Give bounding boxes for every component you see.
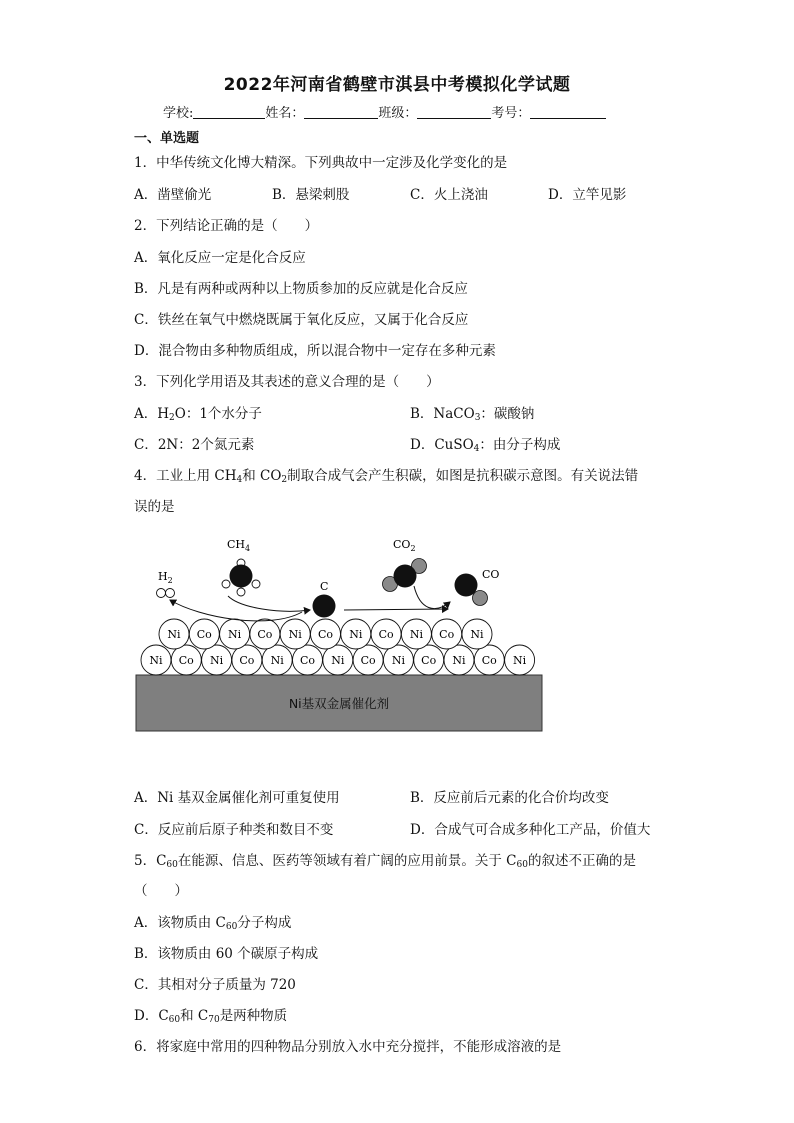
bottom-row-atom-label: Ni [270, 654, 284, 667]
q1-option-c: C．火上浇油 [410, 187, 488, 203]
q4-option-a: A．Ni 基双金属催化剂可重复使用 [134, 790, 340, 806]
top-row-atom-label: Ni [409, 628, 423, 641]
bottom-row-atom-label: Ni [452, 654, 466, 667]
q2-option-a: A．氧化反应一定是化合反应 [134, 250, 306, 266]
deposited-carbon [313, 595, 336, 618]
q5-option-d: D．$C_{60}$和 $C_{70}$是两种物质 [134, 1008, 288, 1025]
q3-option-c: C．2N：2个氮元素 [134, 437, 255, 453]
q4-option-d: D．合成气可合成多种化工产品，价值大 [410, 822, 651, 838]
ch4-h-right [252, 580, 260, 588]
top-row-atom-label: Ni [167, 628, 181, 641]
q5-stem-line2: （ ） [134, 883, 188, 899]
top-row-atom-label: Ni [228, 628, 242, 641]
q5-stem-line1: 5．$C_{60}$在能源、信息、医药等领域有着广阔的应用前景。关于 $C_{60}$的叙述不正确的是 [134, 853, 636, 870]
exam-no-blank [530, 105, 606, 119]
q1-option-a: A．凿壁偷光 [134, 187, 212, 203]
bottom-row-atom-label: Ni [391, 654, 405, 667]
top-row-atom-label: Co [439, 628, 455, 641]
co2-label: $CO_2$ [393, 538, 416, 553]
top-row-atom-label: Co [317, 628, 334, 641]
name-label: 姓名： [265, 106, 305, 121]
top-row-atom-label: Ni [349, 628, 363, 641]
co-carbon [455, 574, 478, 597]
section-heading: 一、单选题 [134, 131, 200, 146]
ch4-h-bottom [237, 588, 245, 596]
class-blank [417, 105, 491, 119]
exam-no-label: 考号： [491, 106, 531, 121]
ch4-label: $CH_4$ [227, 538, 251, 553]
school-blank [193, 105, 265, 119]
atom-row-top [159, 619, 492, 649]
q6-stem: 6．将家庭中常用的四种物品分别放入水中充分搅拌，不能形成溶液的是 [134, 1039, 562, 1055]
bottom-row-atom-label: Co [178, 654, 194, 667]
co2-carbon [394, 565, 417, 588]
top-row-atom-label: Ni [288, 628, 302, 641]
arrow-to-h2 [170, 600, 302, 621]
top-row-atom-label: Co [378, 628, 394, 641]
ch4-h-left [222, 580, 230, 588]
h2-atom-1 [157, 589, 166, 598]
q3-option-b: B．NaCO$_3$：碳酸钠 [410, 406, 535, 423]
bottom-row-atom-label: Ni [149, 654, 163, 667]
student-info-row [163, 102, 606, 121]
bottom-row-atom-label: Ni [513, 654, 527, 667]
q3-option-a: A．$H_2O$：1个水分子 [134, 406, 262, 423]
q2-stem: 2．下列结论正确的是（ ） [134, 218, 319, 234]
q3-option-d: D．CuSO$_4$：由分子构成 [410, 437, 561, 454]
c-label: C [320, 580, 329, 593]
q2-option-b: B．凡是有两种或两种以上物质参加的反应就是化合反应 [134, 281, 468, 297]
school-label: 学校: [163, 106, 194, 121]
anti-carbon-diagram [130, 530, 550, 740]
class-label: 班级： [378, 106, 418, 121]
bottom-row-atom-label: Ni [210, 654, 224, 667]
q2-option-d: D．混合物由多种物质组成，所以混合物中一定存在多种元素 [134, 343, 496, 359]
q2-option-c: C．铁丝在氧气中燃烧既属于氧化反应，又属于化合反应 [134, 312, 469, 328]
q1-stem: 1．中华传统文化博大精深。下列典故中一定涉及化学变化的是 [134, 155, 508, 171]
bottom-row-atom-label: Co [421, 654, 437, 667]
co-oxygen [473, 591, 488, 606]
q4-stem-line2: 误的是 [134, 499, 175, 515]
bottom-row-atom-label: Co [360, 654, 376, 667]
catalyst-label: Ni基双金属催化剂 [288, 696, 390, 711]
bottom-row-atom-label: Co [239, 654, 255, 667]
q5-option-c: C．其相对分子质量为 720 [134, 977, 296, 993]
q3-stem: 3．下列化学用语及其表述的意义合理的是（ ） [134, 374, 440, 390]
name-blank [304, 105, 378, 119]
h2-atom-2 [166, 589, 175, 598]
atom-row-bottom [141, 645, 535, 675]
co-label: CO [482, 568, 500, 581]
q4-option-b: B．反应前后元素的化合价均改变 [410, 790, 609, 806]
bottom-row-atom-label: Co [481, 654, 497, 667]
bottom-row-atom-label: Ni [331, 654, 345, 667]
arrow-c-to-co [344, 609, 448, 610]
q1-option-d: D．立竿见影 [548, 187, 627, 203]
q4-stem-line1: 4．工业上用 $CH_4$和 $CO_2$制取合成气会产生积碳，如图是抗积碳示意图。有关说法错 [134, 468, 639, 485]
page-title: 2022年河南省鹤壁市淇县中考模拟化学试题 [223, 75, 571, 95]
q5-option-a: A．该物质由 $C_{60}$分子构成 [134, 915, 292, 932]
top-row-atom-label: Ni [470, 628, 484, 641]
top-row-atom-label: Co [257, 628, 273, 641]
q1-option-b: B．悬梁刺股 [272, 187, 350, 203]
q5-option-b: B．该物质由 60 个碳原子构成 [134, 946, 319, 962]
arrow-co2-to-co [414, 586, 450, 609]
top-row-atom-label: Co [196, 628, 212, 641]
h2-label: $H_2$ [158, 570, 173, 585]
ch4-carbon [230, 565, 253, 588]
q4-option-c: C．反应前后原子种类和数目不变 [134, 822, 334, 838]
arrow-to-c [228, 596, 310, 611]
bottom-row-atom-label: Co [299, 654, 316, 667]
